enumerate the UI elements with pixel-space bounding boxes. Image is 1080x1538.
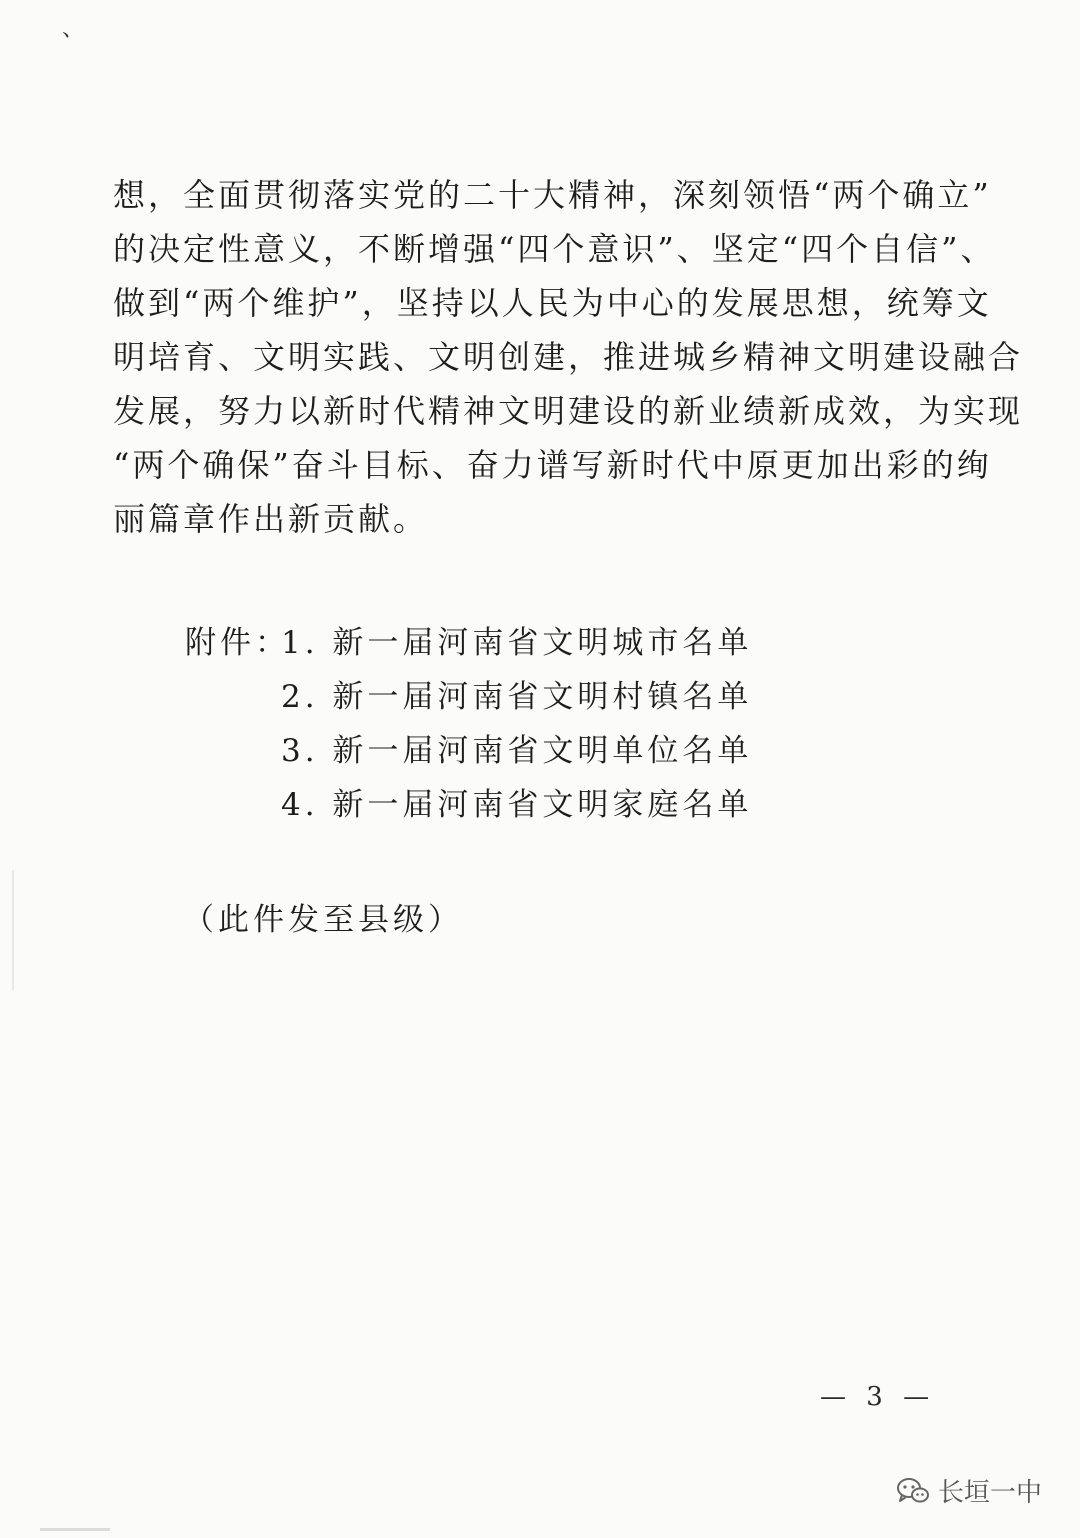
watermark-text: 长垣一中 [938, 1478, 1043, 1508]
page-number: — 3 — [820, 1382, 936, 1412]
attachment-item: 2. 新一届河南省文明村镇名单 [281, 679, 753, 715]
attachments-label: 附件： [185, 625, 290, 661]
attachment-row [185, 724, 752, 778]
attachment-row [185, 778, 752, 832]
attachment-item: 4. 新一届河南省文明家庭名单 [281, 787, 753, 823]
attachment-row [185, 670, 752, 724]
distribution-note: （此件发至县级） [183, 902, 463, 938]
body-paragraph [113, 168, 1024, 546]
scan-edge-mark [12, 870, 14, 990]
body-line: 想，全面贯彻落实党的二十大精神，深刻领悟“两个确立” [113, 176, 992, 214]
body-line: 丽篇章作出新贡献。 [113, 500, 429, 538]
body-line: 做到“两个维护”，坚持以人民为中心的发展思想，统筹文 [113, 284, 992, 322]
attachment-item: 1. 新一届河南省文明城市名单 [281, 625, 753, 661]
body-line: 发展，努力以新时代精神文明建设的新业绩新成效，为实现 [113, 392, 1024, 430]
scan-bottom-mark [40, 1528, 110, 1531]
attachment-item: 3. 新一届河南省文明单位名单 [281, 733, 753, 769]
watermark [896, 1472, 1042, 1509]
corner-mark: 、 [62, 17, 85, 42]
wechat-icon [896, 1476, 930, 1506]
body-line: 的决定性意义，不断增强“四个意识”、坚定“四个自信”、 [113, 230, 996, 268]
body-line: 明培育、文明实践、文明创建，推进城乡精神文明建设融合 [113, 338, 1024, 376]
attachment-row [185, 616, 752, 670]
body-line: “两个确保”奋斗目标、奋力谱写新时代中原更加出彩的绚 [113, 446, 992, 484]
attachments-list [185, 616, 752, 832]
